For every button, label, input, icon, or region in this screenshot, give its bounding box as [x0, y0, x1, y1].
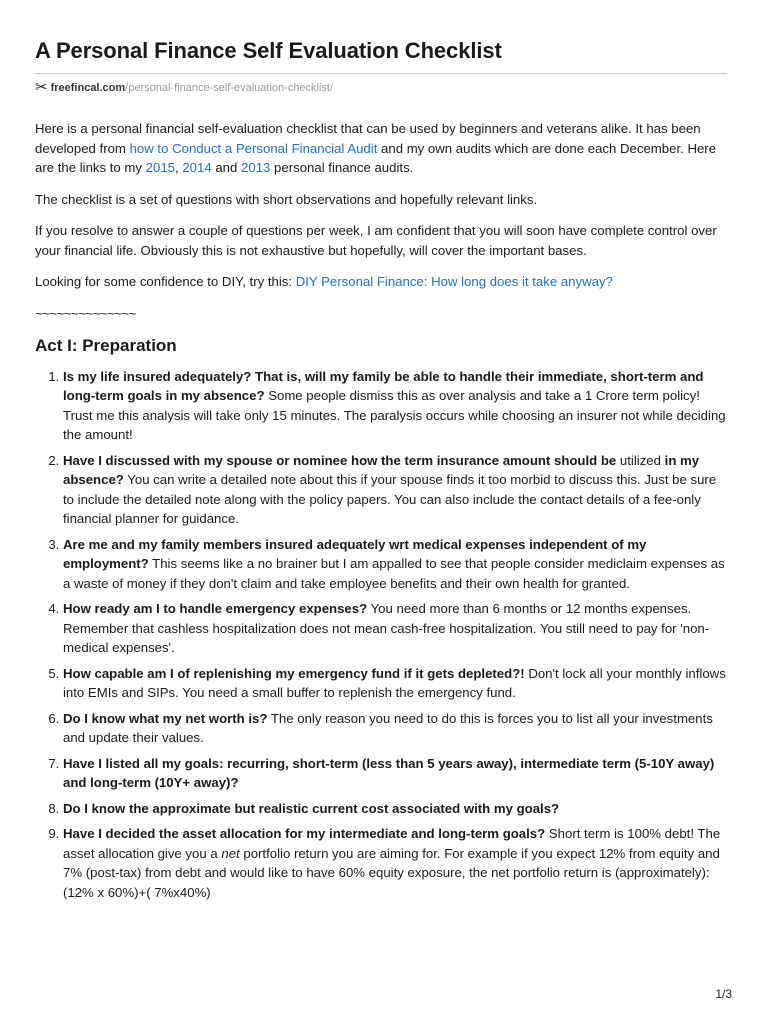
intro-text: and: [211, 160, 242, 175]
answer: Don't lock all your monthly inflows into EMIs and SIPs. You need a small buffer to replenish the emergency fund.: [63, 665, 726, 700]
source-url[interactable]: [35, 80, 333, 95]
source-path: /personal-finance-self-evaluation-checklist/: [125, 81, 334, 94]
checklist-item: [63, 824, 727, 902]
question: Have I listed all my goals: recurring, short-term (less than 5 years away), intermediate term (5-10Y away) and long-term (10Y+ away)?: [63, 755, 715, 790]
question: Have I discussed with my spouse or nominee how the term insurance amount should be: [63, 452, 617, 468]
audit-guide-link[interactable]: how to Conduct a Personal Financial Audit: [129, 140, 378, 156]
question: Are me and my family members insured adequately wrt medical expenses independent of my employment?: [63, 536, 647, 571]
answer: portfolio return you are aiming for. For example if you expect 12% from equity and 7% (post-tax) from debt and would like to have 60% equity exposure, the net portfolio return is (approximately): (12% x 60%)+( 7%x40%): [63, 845, 720, 900]
question: Is my life insured adequately? That is, will my family be able to handle their immediate, short-term and long-term goals in my absence?: [63, 368, 704, 403]
checklist-item: [63, 451, 727, 529]
answer: Short term is 100% debt! The asset allocation give you a: [63, 826, 721, 861]
intro-paragraph-4: [35, 272, 727, 292]
intro-paragraph-3: If you resolve to answer a couple of questions per week, I am confident that you will soon have complete control over your financial life. Obviously this is not exhaustive but hopefully, will cover the important bases.: [35, 223, 717, 258]
answer-emphasis: net: [221, 845, 240, 861]
title-divider: [35, 73, 727, 74]
diy-finance-link[interactable]: DIY Personal Finance: How long does it take anyway?: [295, 274, 613, 289]
intro-text: and my own audits which are done each December. Here are the links to my: [35, 140, 717, 175]
checklist-item: [63, 709, 727, 748]
audit-2013-link[interactable]: 2013: [241, 160, 271, 175]
question: Do I know the approximate but realistic current cost associated with my goals?: [63, 800, 560, 816]
checklist: [35, 367, 727, 903]
answer: You can write a detailed note about this if your spouse finds it too morbid to discuss this. Just be sure to include the detailed note along with the policy papers. You can also include the contact details of a fee-only financial planner for guidance.: [63, 472, 717, 526]
question: How ready am I to handle emergency expenses?: [63, 601, 368, 616]
tilde-separator: ~~~~~~~~~~~~~~: [35, 305, 136, 321]
intro-paragraph-1: [35, 119, 727, 178]
audit-2015-link[interactable]: 2015: [145, 160, 176, 175]
page-number: 1/3: [715, 987, 732, 1001]
checklist-item: [63, 664, 727, 703]
intro-text: ,: [175, 160, 183, 175]
scissors-icon: ✂: [35, 79, 48, 96]
answer: You need more than 6 months or 12 months expenses. Remember that cashless hospitalization does not mean cash-free hospitalization. You still need to pay for 'non-medical expenses'.: [63, 601, 710, 655]
page-title: A Personal Finance Self Evaluation Checklist: [35, 38, 502, 63]
intro-text: Here is a personal financial self-evaluation checklist that can be used by beginners and veterans alike. It has been developed from: [35, 121, 701, 156]
question: Have I decided the asset allocation for my intermediate and long-term goals?: [63, 826, 546, 841]
checklist-item: [63, 367, 727, 445]
checklist-item: [63, 535, 727, 594]
checklist-item: [63, 599, 727, 658]
checklist-item: [63, 754, 727, 793]
intro-text: Looking for some confidence to DIY, try this:: [35, 274, 296, 289]
intro-text: personal finance audits.: [270, 160, 414, 175]
audit-2014-link[interactable]: 2014: [182, 160, 212, 175]
article-body: [35, 119, 727, 908]
question: How capable am I of replenishing my emergency fund if it gets depleted?!: [63, 665, 525, 681]
answer: This seems like a no brainer but I am appalled to see that people consider mediclaim expenses as a waste of money if they don't claim and take employee benefits and their own health for granted.: [63, 556, 725, 591]
section-heading: Act I: Preparation: [35, 336, 177, 355]
question: in my absence?: [63, 452, 700, 487]
source-domain: freefincal.com: [50, 81, 126, 94]
checklist-item: [63, 799, 727, 819]
intro-paragraph-2: The checklist is a set of questions with short observations and hopefully relevant links.: [35, 191, 538, 207]
question: Do I know what my net worth is?: [63, 710, 268, 726]
question-mid: utilized: [616, 452, 665, 468]
answer: Some people dismiss this as over analysis and take a 1 Crore term policy! Trust me this analysis will take only 15 minutes. The paralysis occurs while choosing an insurer not while deciding the amount!: [63, 388, 726, 442]
answer: The only reason you need to do this is forces you to list all your investments and update their values.: [63, 710, 713, 745]
